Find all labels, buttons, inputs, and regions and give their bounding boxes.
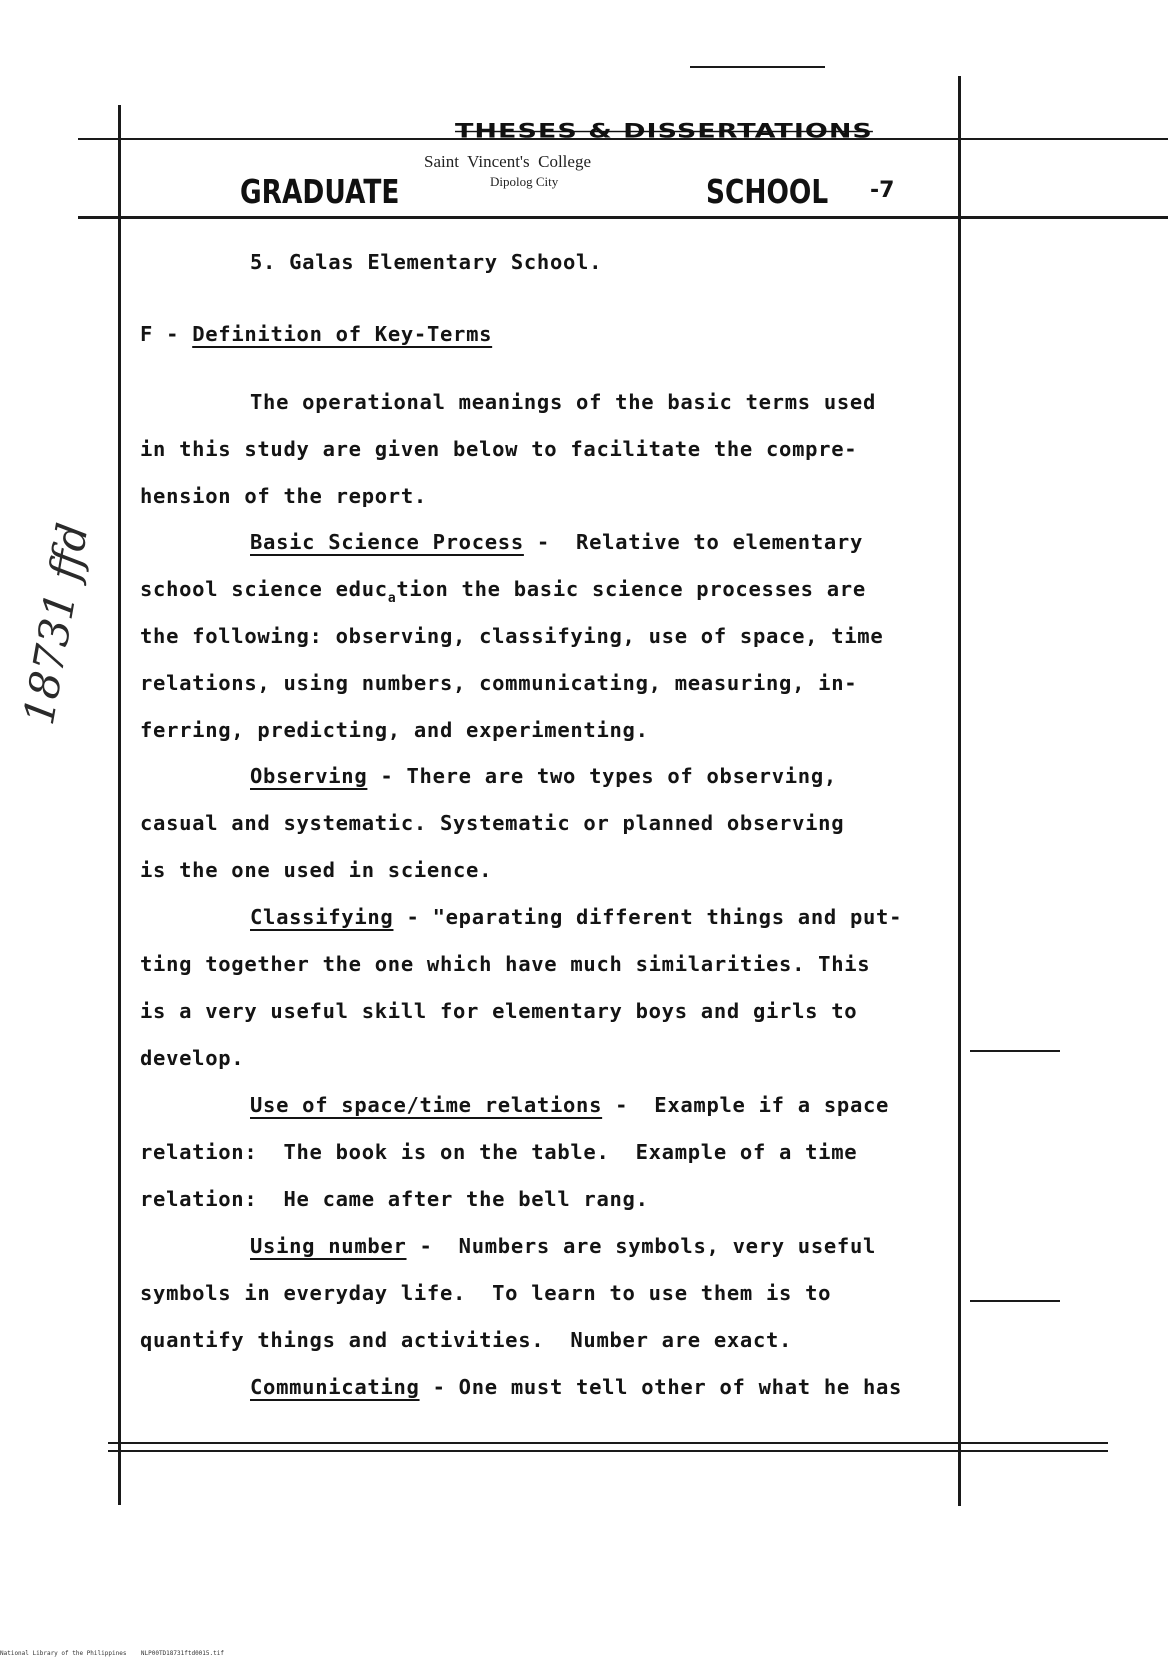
observing-term: Observing xyxy=(250,764,368,788)
left-margin-rule xyxy=(118,105,121,1505)
space-time-line-2: relation: The book is on the table. Example of a time xyxy=(140,1140,858,1164)
basic-science-line-4: relations, using numbers, communicating, measuring, in- xyxy=(140,671,858,695)
basic-science-line-2: school science educ$_a$tion the basic science processes are xyxy=(140,577,866,606)
graduate-label: GRADUATE xyxy=(240,172,400,211)
using-number-line-2: symbols in everyday life. To learn to use them is to xyxy=(140,1281,832,1305)
college-city: Dipolog City xyxy=(490,174,559,189)
theses-stamp: THESES & DISSERTATIONS xyxy=(455,120,873,143)
using-number-line-1: Using number - Numbers are symbols, very useful xyxy=(250,1234,877,1258)
college-name: Saint Vincent's College xyxy=(424,152,591,171)
intro-line-3: hension of the report. xyxy=(140,484,427,508)
space-time-line-1: Use of space/time relations - Example if a space xyxy=(250,1093,890,1117)
handwritten-accession-note: 18731 ffd xyxy=(14,519,98,729)
basic-science-line-5: ferring, predicting, and experimenting. xyxy=(140,718,649,742)
space-time-line-3: relation: He came after the bell rang. xyxy=(140,1187,649,1211)
page-number: -7 xyxy=(870,178,895,203)
classifying-line-3: is a very useful skill for elementary boys and girls to xyxy=(140,999,858,1023)
right-short-rule-1 xyxy=(970,1050,1060,1052)
intro-line-2: in this study are given below to facilitate the compre- xyxy=(140,437,858,461)
basic-science-line-3: the following: observing, classifying, use of space, time xyxy=(140,624,884,648)
right-short-rule-2 xyxy=(970,1300,1060,1302)
footer-rule-2 xyxy=(108,1450,1108,1452)
using-number-term: Using number xyxy=(250,1234,407,1258)
classifying-line-1: Classifying - "eparating different things and put- xyxy=(250,905,903,929)
space-time-term: Use of space/time relations xyxy=(250,1093,603,1117)
observing-line-2: casual and systematic. Systematic or planned observing xyxy=(140,811,845,835)
footer-rule-1 xyxy=(108,1442,1108,1444)
section-title: Definition of Key-Terms xyxy=(192,322,493,346)
basic-science-term: Basic Science Process xyxy=(250,530,524,554)
communicating-term: Communicating xyxy=(250,1375,420,1399)
classifying-term: Classifying xyxy=(250,905,394,929)
observing-line-3: is the one used in science. xyxy=(140,858,493,882)
communicating-line-1: Communicating - One must tell other of what he has xyxy=(250,1375,903,1399)
school-label: SCHOOL xyxy=(706,172,829,211)
classifying-line-2: ting together the one which have much similarities. This xyxy=(140,952,871,976)
using-number-line-3: quantify things and activities. Number are exact. xyxy=(140,1328,793,1352)
header-bottom-rule xyxy=(78,216,1168,219)
galas-school-line: 5. Galas Elementary School. xyxy=(250,250,603,274)
scan-footer: National Library of the Philippines NLP00TD18731ftd0015.tif xyxy=(0,1650,224,1657)
section-heading xyxy=(140,322,492,346)
observing-line-1: Observing - There are two types of observing, xyxy=(250,764,837,788)
section-label: F - xyxy=(140,322,180,346)
top-short-rule xyxy=(690,66,825,68)
basic-science-line-1: Basic Science Process - Relative to elementary xyxy=(250,530,863,554)
intro-line-1: The operational meanings of the basic terms used xyxy=(250,390,877,414)
right-margin-rule xyxy=(958,76,961,1506)
classifying-line-4: develop. xyxy=(140,1046,245,1070)
